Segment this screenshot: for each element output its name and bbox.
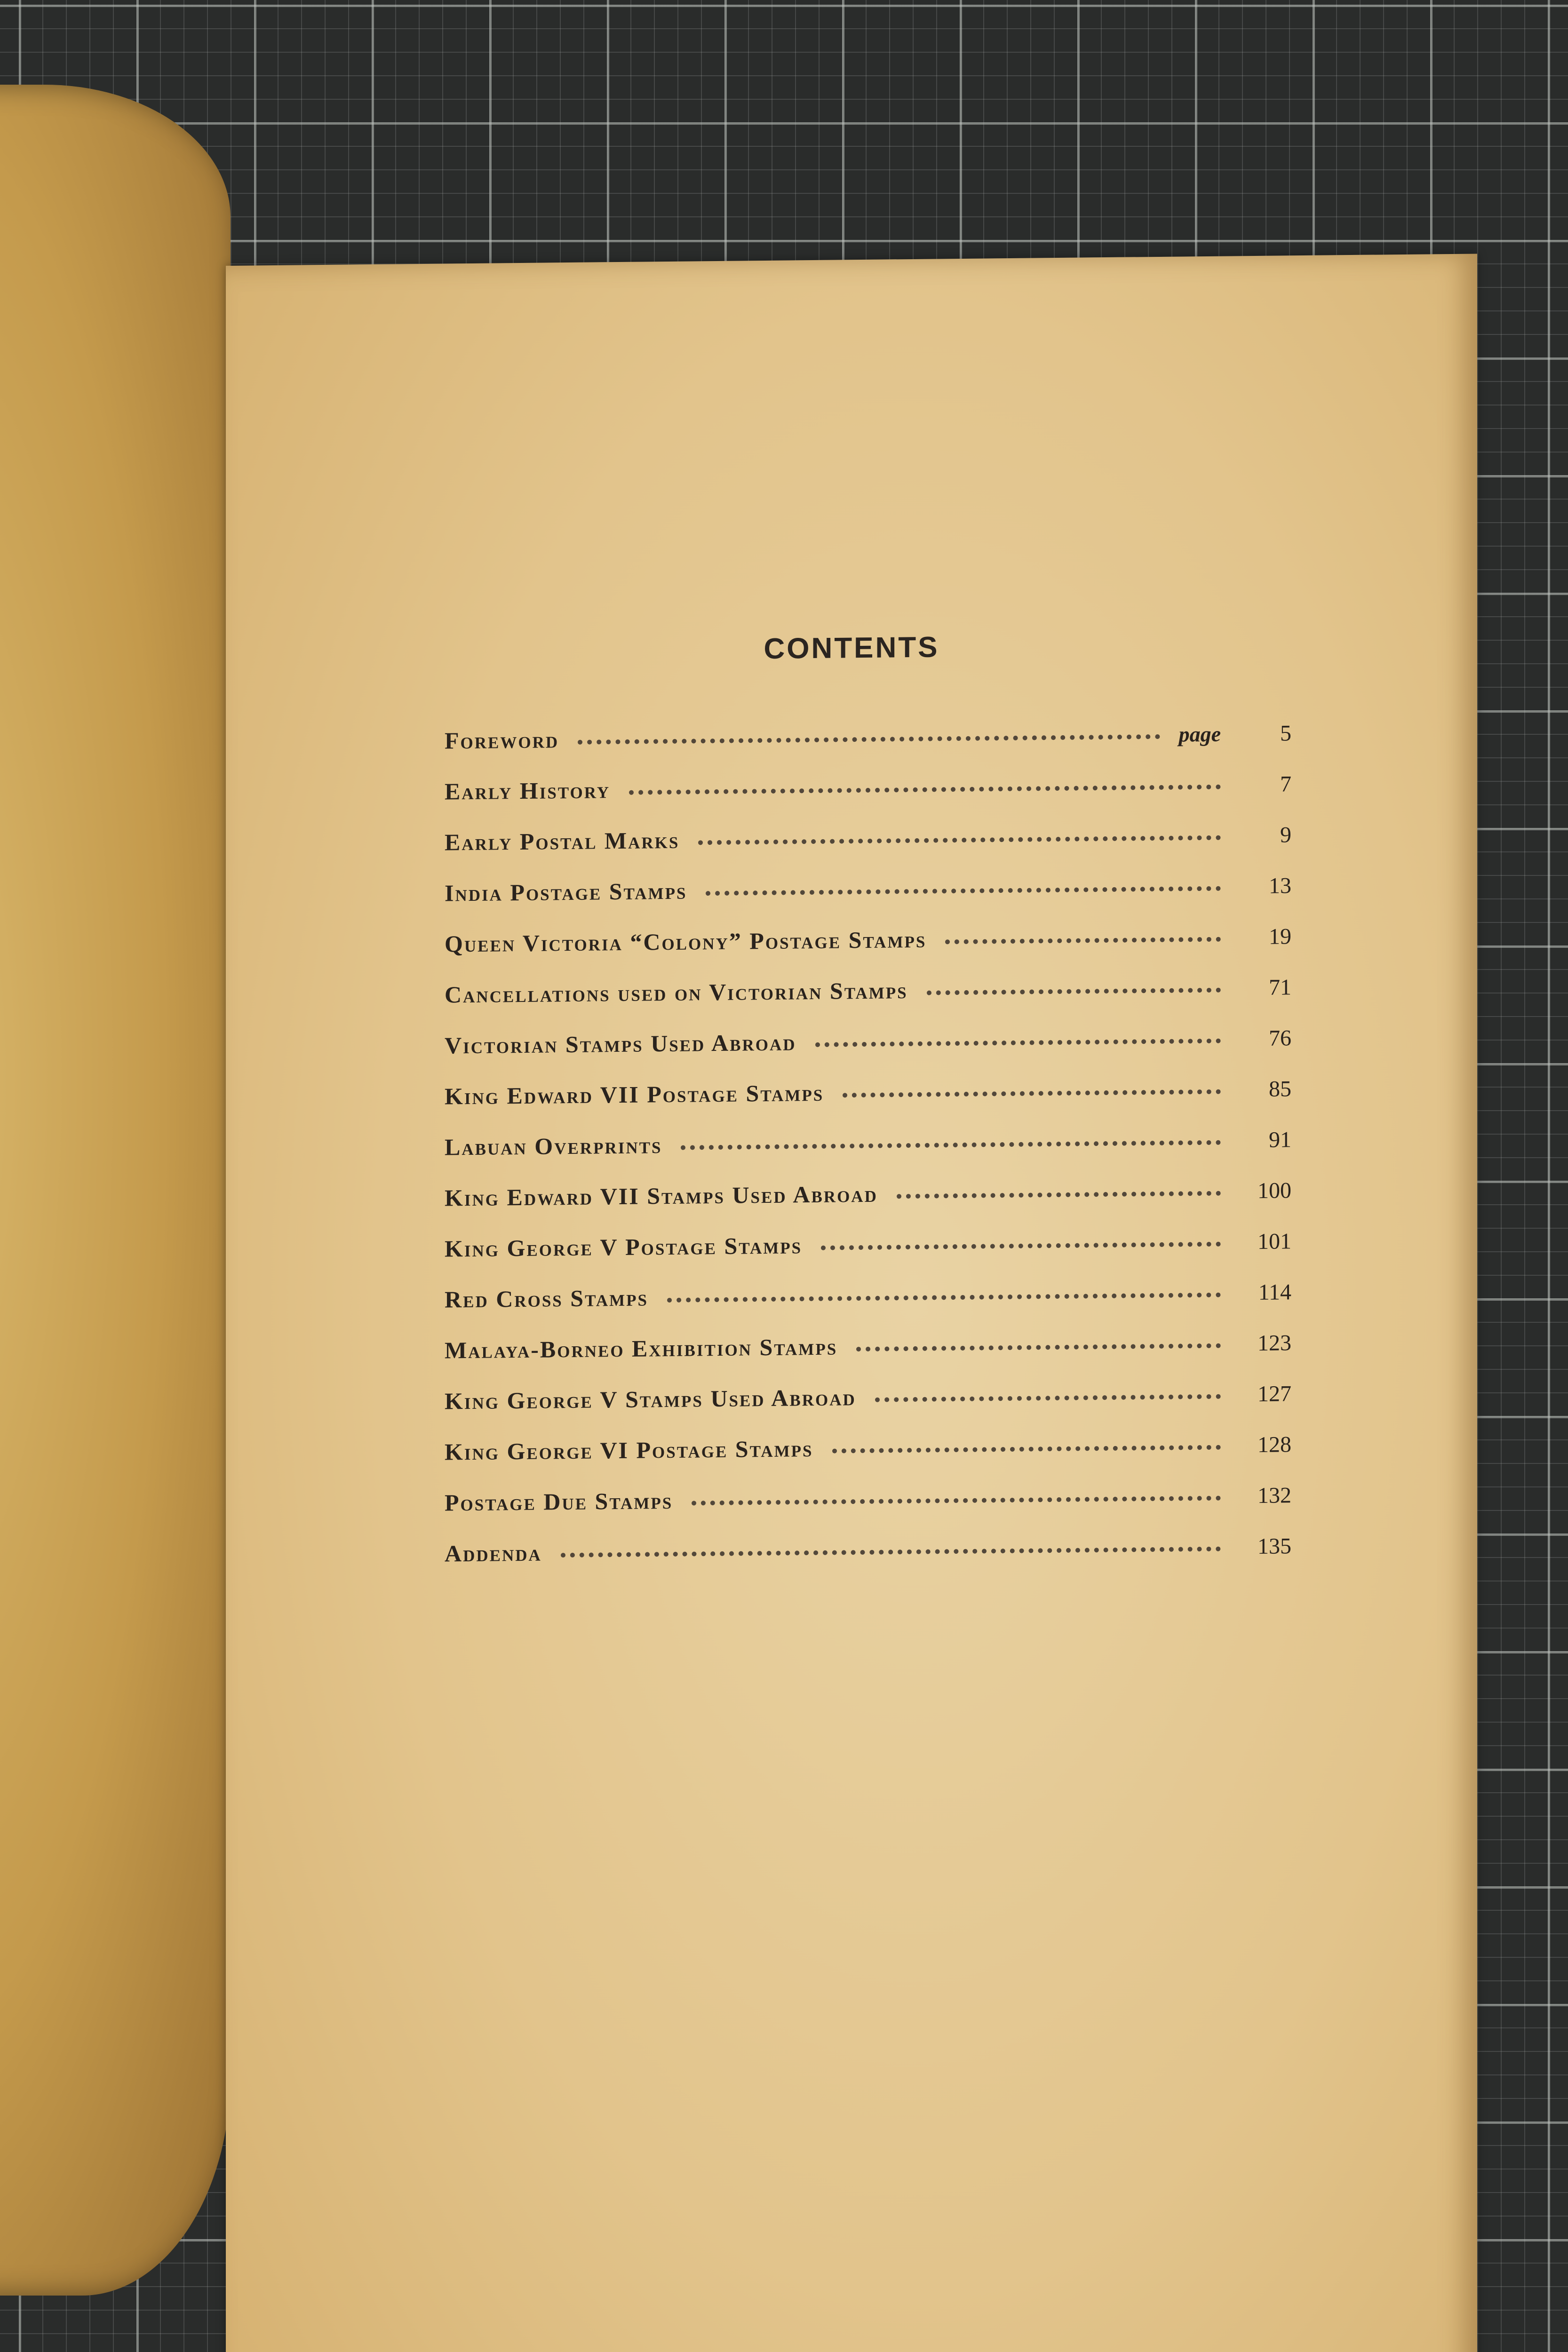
toc-entry-page: 132	[1258, 1483, 1291, 1508]
toc-entry	[445, 922, 1291, 981]
dot-leader	[843, 1089, 1221, 1098]
page-label: page	[1178, 722, 1221, 747]
dot-leader	[856, 1343, 1221, 1351]
toc-entry-page: 101	[1258, 1229, 1291, 1254]
toc-entry	[445, 1074, 1291, 1133]
toc-entry-title: King George V Stamps Used Abroad	[445, 1384, 856, 1414]
toc-entry-page: 5	[1280, 721, 1291, 746]
dot-leader	[821, 1242, 1221, 1250]
toc-entry-page: 135	[1258, 1534, 1291, 1559]
toc-entry-page: 85	[1269, 1076, 1291, 1102]
toc-entry-page: 128	[1258, 1432, 1291, 1457]
dot-leader	[667, 1293, 1221, 1303]
dot-leader	[897, 1191, 1221, 1199]
dot-leader	[927, 988, 1221, 995]
left-page	[0, 85, 231, 2296]
page-title: CONTENTS	[764, 631, 939, 666]
toc-entry-title: Red Cross Stamps	[445, 1284, 648, 1313]
toc-entry	[445, 1532, 1291, 1590]
toc-entry-title: Victorian Stamps Used Abroad	[445, 1029, 796, 1059]
toc-entry	[445, 820, 1291, 879]
toc-entry	[445, 871, 1291, 930]
toc-entry	[445, 1379, 1291, 1438]
toc-entry	[445, 1024, 1291, 1082]
dot-leader	[706, 886, 1221, 896]
toc-entry-title: Cancellations used on Victorian Stamps	[445, 977, 908, 1008]
contents-page	[226, 254, 1477, 2352]
toc-entry	[445, 1328, 1291, 1387]
toc-entry	[445, 973, 1291, 1032]
toc-entry-title: Malaya-Borneo Exhibition Stamps	[445, 1333, 838, 1364]
toc-entry-title: Queen Victoria “Colony” Postage Stamps	[445, 926, 927, 957]
toc-entry	[445, 1227, 1291, 1286]
toc-entry	[445, 1430, 1291, 1489]
toc-list	[445, 719, 1291, 1590]
toc-entry-page: 123	[1258, 1330, 1291, 1356]
toc-entry-foreword	[445, 719, 1291, 778]
toc-entry-title: Foreword	[445, 726, 559, 754]
dot-leader	[698, 835, 1221, 845]
toc-entry-page: 71	[1269, 975, 1291, 1000]
toc-entry-page: 114	[1258, 1279, 1291, 1305]
toc-entry	[445, 1481, 1291, 1540]
toc-entry-title: King Edward VII Postage Stamps	[445, 1079, 824, 1110]
toc-entry-title: Labuan Overprints	[445, 1132, 662, 1160]
toc-entry	[445, 770, 1291, 828]
dot-leader	[578, 734, 1160, 745]
toc-entry-title: Postage Due Stamps	[445, 1487, 673, 1516]
dot-leader	[832, 1445, 1221, 1454]
toc-entry-title: Early History	[445, 777, 611, 805]
toc-entry-title: Early Postal Marks	[445, 826, 680, 856]
toc-entry-page: 7	[1280, 771, 1291, 797]
toc-entry-page: 91	[1269, 1127, 1291, 1152]
dot-leader	[561, 1547, 1221, 1557]
dot-leader	[815, 1039, 1221, 1047]
toc-entry	[445, 1278, 1291, 1336]
dot-leader	[681, 1140, 1221, 1150]
toc-entry-title: Addenda	[445, 1539, 542, 1567]
toc-entry-title: King Edward VII Stamps Used Abroad	[445, 1180, 878, 1211]
toc-entry	[445, 1176, 1291, 1235]
dot-leader	[945, 937, 1221, 945]
toc-entry-page: 19	[1269, 924, 1291, 949]
toc-entry-page: 76	[1269, 1025, 1291, 1051]
dot-leader	[692, 1496, 1221, 1506]
toc-entry-page: 127	[1258, 1381, 1291, 1406]
toc-entry-page: 13	[1269, 873, 1291, 898]
toc-entry-page: 100	[1258, 1178, 1291, 1203]
toc-entry-title: King George VI Postage Stamps	[445, 1435, 813, 1465]
toc-entry-title: King George V Postage Stamps	[445, 1232, 803, 1262]
toc-entry-title: India Postage Stamps	[445, 877, 687, 906]
toc-entry	[445, 1125, 1291, 1184]
dot-leader	[875, 1394, 1221, 1402]
dot-leader	[629, 785, 1221, 795]
toc-entry-page: 9	[1280, 822, 1291, 848]
